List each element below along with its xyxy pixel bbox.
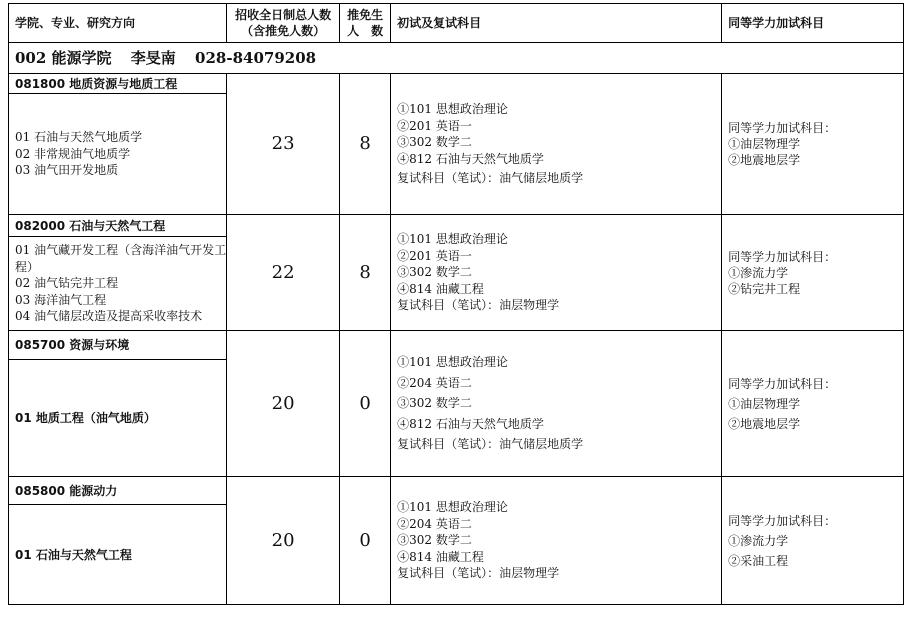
header-total-line2: （含推免人数）: [241, 24, 326, 38]
major-title: 082000 石油与天然气工程: [9, 215, 227, 237]
direction-item: 01 油气藏开发工程（含海洋油气开发工: [15, 243, 227, 258]
equivalent-item: ①油层物理学: [728, 396, 801, 411]
research-direction: 01 地质工程（油气地质）: [9, 360, 227, 477]
equivalent-label: 同等学力加试科目：: [728, 513, 837, 528]
subject-item: ①101 思想政治理论: [397, 232, 508, 247]
subject-item: ④812 石油与天然气地质学: [397, 416, 544, 431]
subject-item: ③302 数学二: [397, 265, 472, 280]
direction-item: 02 非常规油气地质学: [15, 146, 131, 161]
equivalent-subjects: [722, 74, 904, 215]
header-exempt-line2: 人 数: [347, 24, 384, 38]
retest-subject: 复试科目（笔试）：油层物理学: [397, 298, 560, 313]
research-directions: [9, 94, 227, 215]
major-title-row: [9, 477, 904, 505]
subject-item: ②204 英语二: [397, 516, 472, 531]
total-enrollment: 22: [227, 215, 340, 331]
equivalent-item: ②采油工程: [728, 553, 789, 568]
equivalent-item: ②地震地层学: [728, 416, 801, 431]
equivalent-item: ①油层物理学: [728, 137, 801, 151]
exempt-count: 8: [340, 215, 391, 331]
subject-item: ④812 石油与天然气地质学: [397, 151, 544, 166]
major-title-row: [9, 215, 904, 237]
retest-subject: 复试科目（笔试）：油气储层地质学: [397, 171, 584, 186]
subject-item: ③302 数学二: [397, 533, 472, 548]
subject-item: ②201 英语一: [397, 248, 472, 263]
subject-item: ②204 英语二: [397, 375, 472, 390]
equivalent-item: ①渗流力学: [728, 265, 789, 280]
major-title: 081800 地质资源与地质工程: [9, 74, 227, 94]
header-exempt: [340, 4, 391, 43]
total-enrollment: 23: [227, 74, 340, 215]
header-total-enrollment: [227, 4, 340, 43]
exempt-count: 8: [340, 74, 391, 215]
major-title: 085800 能源动力: [9, 477, 227, 505]
equivalent-item: ①渗流力学: [728, 533, 789, 548]
header-total-line1: 招收全日制总人数: [235, 8, 332, 22]
college-phone: 028-84079208: [195, 49, 317, 67]
header-college-major: 学院、专业、研究方向: [9, 4, 227, 43]
exam-subjects: [391, 477, 722, 605]
direction-item: 01 石油与天然气地质学: [15, 130, 143, 145]
direction-item: 03 海洋油气工程: [15, 292, 107, 307]
subject-item: ①101 思想政治理论: [397, 500, 508, 515]
equivalent-subjects: [722, 331, 904, 477]
header-exempt-line1: 推免生: [347, 8, 384, 22]
header-row: [9, 4, 904, 43]
direction-item: 03 油气田开发地质: [15, 163, 119, 178]
subject-item: ④814 油藏工程: [397, 281, 484, 296]
research-direction: 01 石油与天然气工程: [9, 505, 227, 605]
subject-item: ④814 油藏工程: [397, 549, 484, 564]
retest-subject: 复试科目（笔试）：油层物理学: [397, 566, 560, 581]
retest-subject: 复试科目（笔试）：油气储层地质学: [397, 437, 584, 452]
major-title-row: [9, 331, 904, 360]
equivalent-label: 同等学力加试科目：: [728, 376, 837, 391]
header-equivalent-subjects: 同等学力加试科目: [722, 4, 904, 43]
equivalent-item: ②钻完井工程: [728, 281, 801, 296]
subject-item: ③302 数学二: [397, 135, 472, 150]
direction-item: 程）: [15, 259, 40, 274]
exam-subjects: [391, 331, 722, 477]
college-contact: 李旻南: [130, 49, 176, 67]
admissions-table: [8, 3, 904, 605]
college-row: [9, 43, 904, 74]
college-info: [9, 43, 904, 74]
exempt-count: 0: [340, 331, 391, 477]
subject-item: ①101 思想政治理论: [397, 355, 508, 370]
college-name: 002 能源学院: [15, 49, 112, 67]
subject-item: ①101 思想政治理论: [397, 102, 508, 117]
equivalent-item: ②地震地层学: [728, 153, 801, 167]
direction-item: 04 油气储层改造及提高采收率技术: [15, 309, 203, 324]
equivalent-subjects: [722, 477, 904, 605]
exempt-count: 0: [340, 477, 391, 605]
equivalent-subjects: [722, 215, 904, 331]
total-enrollment: 20: [227, 331, 340, 477]
subject-item: ②201 英语一: [397, 118, 472, 133]
subject-item: ③302 数学二: [397, 396, 472, 411]
equivalent-label: 同等学力加试科目：: [728, 121, 837, 135]
total-enrollment: 20: [227, 477, 340, 605]
research-directions: [9, 237, 227, 331]
equivalent-label: 同等学力加试科目：: [728, 249, 837, 264]
major-title: 085700 资源与环境: [9, 331, 227, 360]
major-title-row: [9, 74, 904, 94]
exam-subjects: [391, 74, 722, 215]
exam-subjects: [391, 215, 722, 331]
direction-item: 02 油气钻完井工程: [15, 276, 119, 291]
header-exam-subjects: 初试及复试科目: [391, 4, 722, 43]
